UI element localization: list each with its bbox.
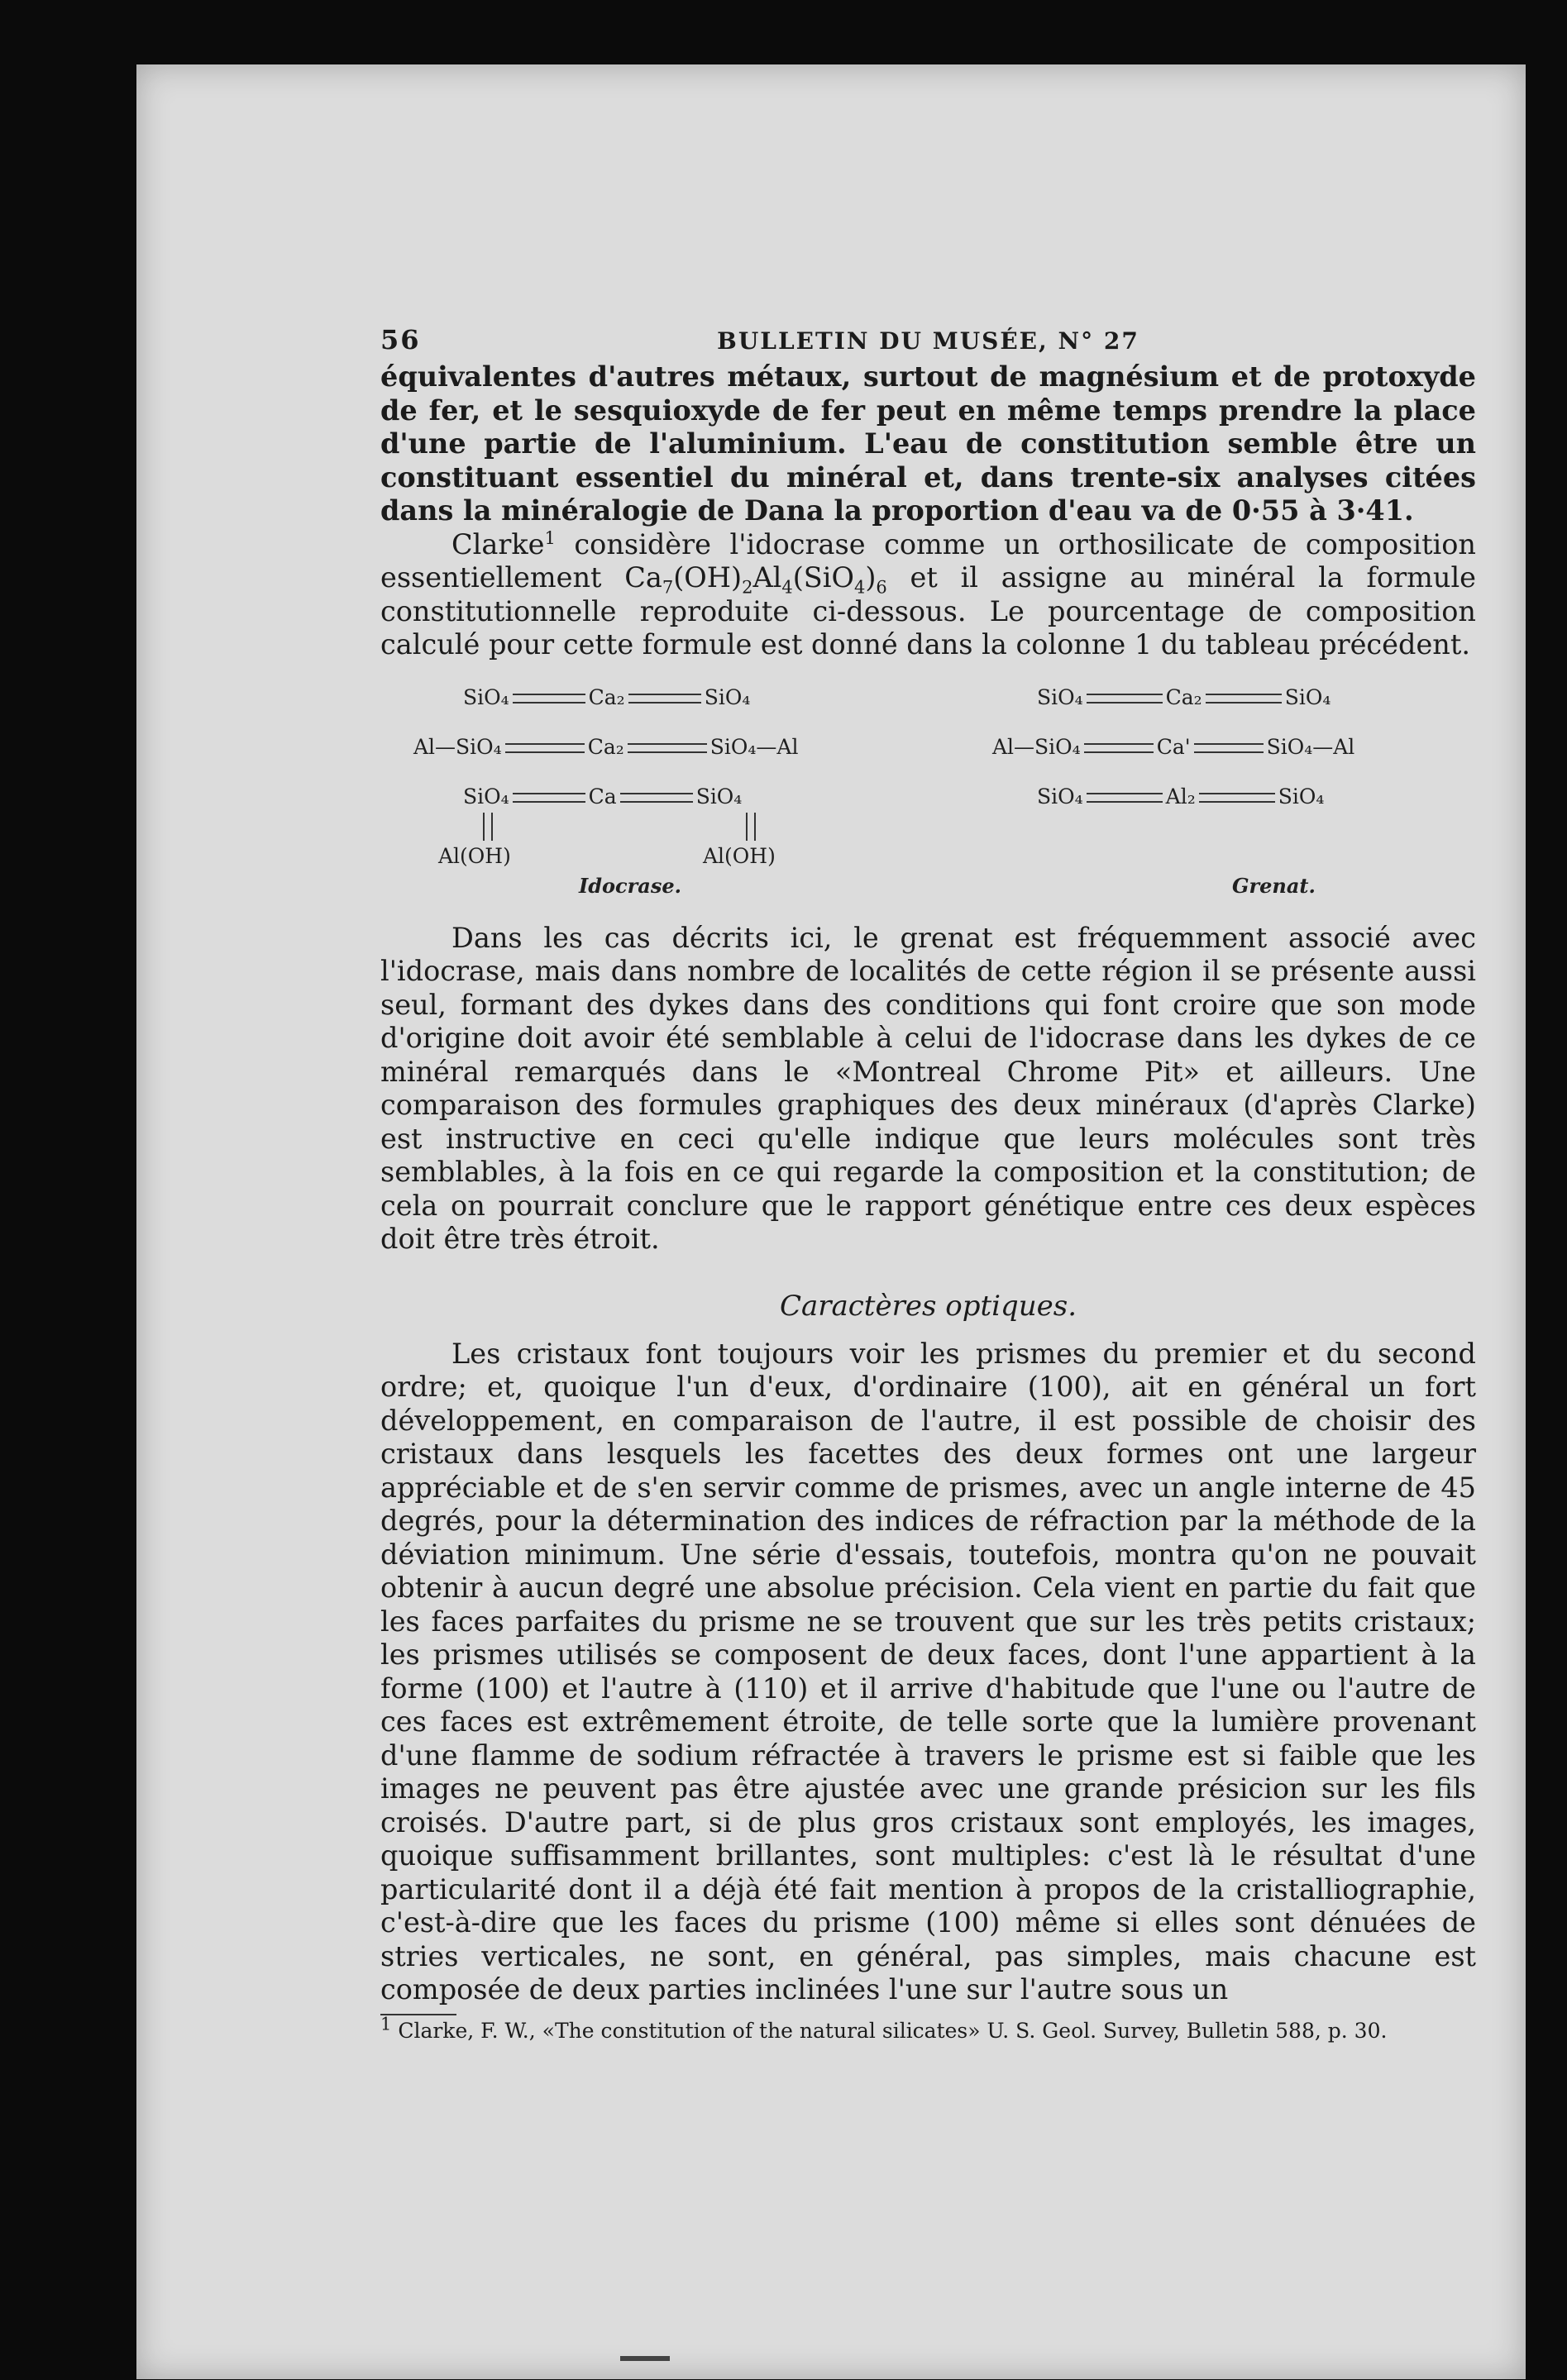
idocrase-row-3: SiO₄ Ca SiO₄ xyxy=(463,784,743,808)
formula-idocrase xyxy=(413,674,943,913)
running-head xyxy=(380,324,1476,360)
formula-grenat xyxy=(992,674,1455,913)
idocrase-caption: Idocrase. xyxy=(579,873,681,898)
paragraph-clarke: Clarke$^1$ considère l'idocrase comme un orthosilicate de composition essentiellement $Ca_7(OH)_2Al_4(SiO_4)_6$ et il assigne au minéral la formule constitutionnelle reproduite ci-dessous. Le pourcentage de composition calculé pour cette formule est donné dans la colonne 1 du tableau précédent. xyxy=(380,527,1476,661)
page-number: 56 xyxy=(380,324,421,355)
footnote-ref: 1 xyxy=(544,527,556,548)
paragraph-1: équivalentes d'autres métaux, surtout de magnésium et de protoxyde de fer, et le sesquioxyde de fer peut en même temps prendre la place d'une partie de l'aluminium. L'eau de constitution semble être un constituant essentiel du minéral et, dans trente-six analyses citées dans la minéralogie de Dana la proportion d'eau va de 0·55 à 3·41. xyxy=(380,360,1476,527)
grenat-row-2: Al—SiO₄ Ca' SiO₄—Al xyxy=(992,734,1355,759)
idocrase-row-1: SiO₄ Ca₂ SiO₄ xyxy=(463,684,751,709)
grenat-row-3: SiO₄ Al₂ SiO₄ xyxy=(1037,784,1325,808)
grenat-caption: Grenat. xyxy=(1232,873,1316,898)
grenat-row-1: SiO₄ Ca₂ SiO₄ xyxy=(1037,684,1331,709)
idocrase-row-2: Al—SiO₄ Ca₂ SiO₄—Al xyxy=(413,734,799,759)
paragraph-cristaux: Les cristaux font toujours voir les prismes du premier et du second ordre; et, quoique l'un d'eux, d'ordinaire (100), ait en général un fort développement, en comparaison de l'autre, il est possible de choisir des cristaux dans lesquels les facettes des deux formes ont une largeur appréciable et de s'en servir comme de prismes, avec un angle interne de 45 degrés, pour la détermination des indices de réfraction par la méthode de la déviation minimum. Une série d'essais, toutefois, montra qu'on ne pouvait obtenir à aucun degré une absolue précision. Cela vient en partie du fait que les faces parfaites du prisme ne se trouvent que sur les très petits cristaux; les prismes utilisés se composent de deux faces, dont l'une appartient à la forme (100) et l'autre à (110) et il arrive d'habitude que l'une ou l'autre de ces faces est extrêmement étroite, de telle sorte que la lumière provenant d'une flamme de sodium réfractée à travers le prisme est si faible que les images ne peuvent pas être ajustée avec une grande présicion sur les fils croisés. D'autre part, si de plus gros cristaux sont employés, les images, quoique suffisamment brillantes, sont multiples: c'est là le résultat d'une particularité dont il a déjà été fait mention à propos de la cristalliographie, c'est-à-dire que les faces du prisme (100) même si elles sont dénuées de stries verticales, ne sont, en général, pas simples, mais chacune est composée de deux parties inclinées l'une sur l'autre sous un xyxy=(380,1337,1476,2006)
idocrase-oh-right: Al(OH) xyxy=(703,843,776,868)
idocrase-bond-right xyxy=(746,813,756,841)
paragraph-grenat: Dans les cas décrits ici, le grenat est fréquemment associé avec l'idocrase, mais dans nombre de localités de cette région il se présente aussi seul, formant des dykes dans des conditions qui font croire que son mode d'origine doit avoir été semblable à celui de l'idocrase dans les dykes de ce minéral remarqués dans le «Montreal Chrome Pit» et ailleurs. Une comparaison des formules graphiques des deux minéraux (d'après Clarke) est instructive en ceci qu'elle indique que leurs molécules sont très semblables, à la fois en ce qui regarde la composition et la constitution; de cela on pourrait conclure que le rapport génétique entre ces deux espèces doit être très étroit. xyxy=(380,921,1476,1255)
idocrase-oh-left: Al(OH) xyxy=(438,843,511,868)
scan-artifact xyxy=(620,2356,670,2361)
idocrase-bond-left xyxy=(483,813,493,841)
page-text-block xyxy=(380,324,1476,2044)
footnote: $^1$ Clarke, F. W., «The constitution of the natural silicates» U. S. Geol. Survey, Bulletin 588, p. 30. xyxy=(380,2014,1388,2043)
section-title: Caractères optiques. xyxy=(779,1289,1077,1323)
running-title: BULLETIN DU MUSÉE, N° 27 xyxy=(717,327,1139,355)
footnote-divider xyxy=(380,2014,456,2015)
structural-formulas xyxy=(380,674,1476,913)
